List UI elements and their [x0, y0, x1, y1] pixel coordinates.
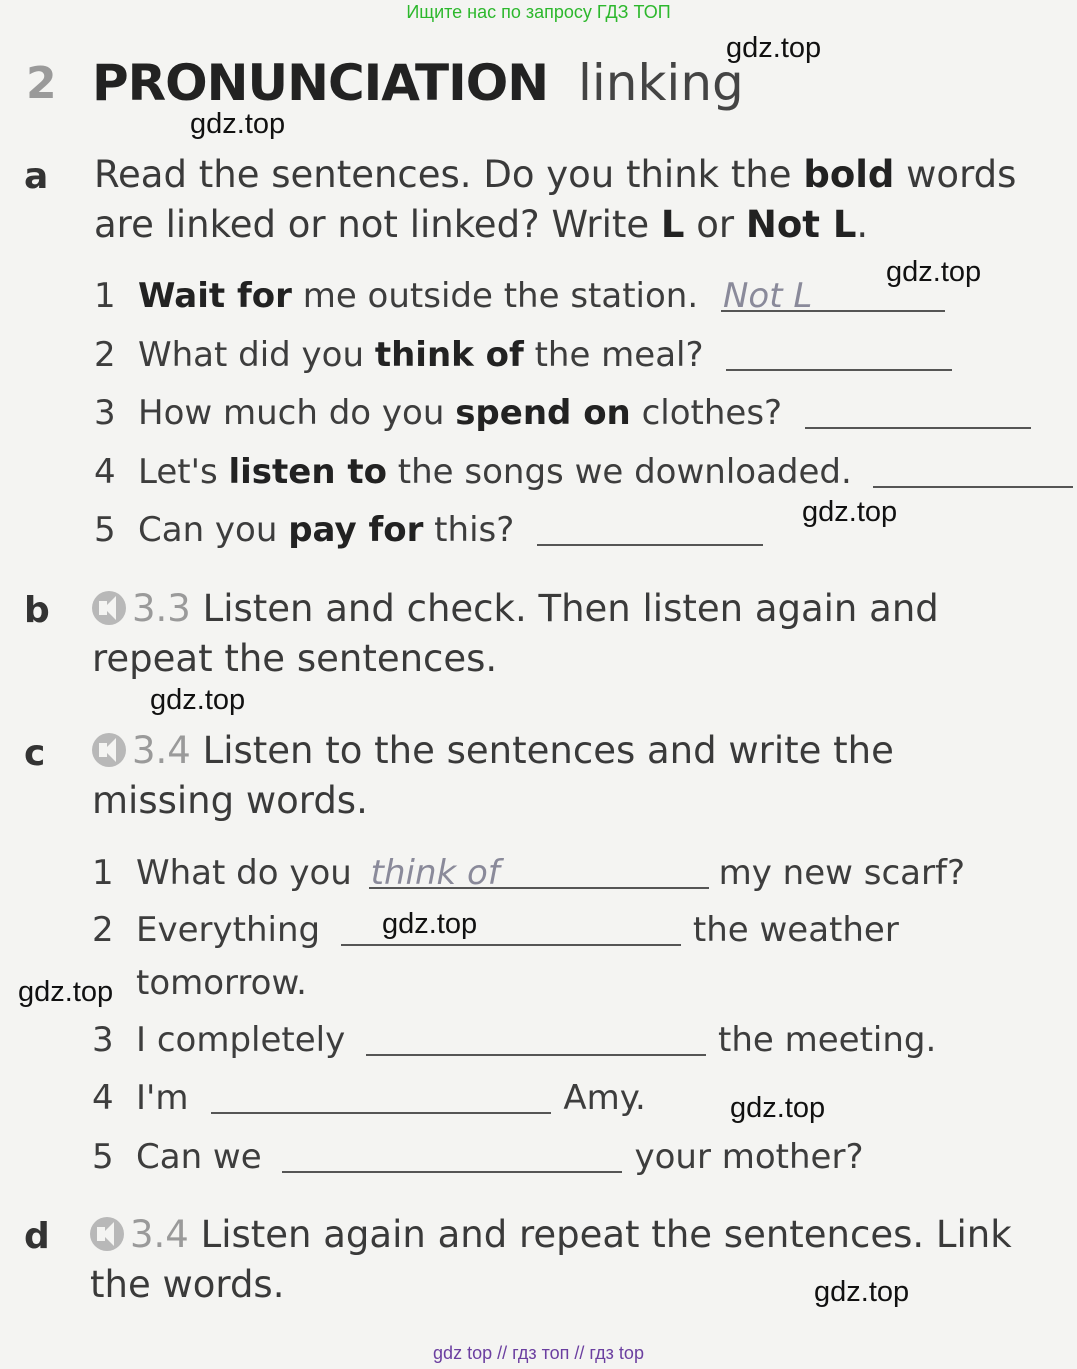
watermark: gdz.top	[886, 256, 982, 288]
footer: gdz top // гдз топ // гдз top	[433, 1343, 644, 1363]
list-item: 5 Can you pay for this?	[94, 510, 763, 550]
answer-blank[interactable]	[726, 335, 952, 371]
section-letter-c: c	[24, 733, 46, 774]
instruction-line-2: missing words.	[92, 779, 368, 822]
watermark: gdz.top	[814, 1276, 910, 1308]
watermark: gdz.top	[382, 908, 478, 940]
instruction-line-1: 3.4 Listen again and repeat the sentences. Link	[90, 1210, 1012, 1260]
instruction-line-1: Read the sentences. Do you think the bold words	[94, 153, 1017, 196]
list-item: 3 I completely the meeting.	[92, 1020, 937, 1060]
list-item: 4 I'm Amy.	[92, 1078, 646, 1118]
answer-blank[interactable]: think of	[369, 853, 709, 889]
answer-blank[interactable]: Not L	[721, 276, 945, 312]
section-letter-b: b	[24, 590, 50, 631]
watermark: gdz.top	[150, 684, 246, 716]
section-letter-a: a	[24, 156, 49, 197]
instruction-line-2: the words.	[90, 1263, 285, 1306]
audio-icon[interactable]	[90, 1217, 124, 1251]
answer-blank[interactable]	[805, 393, 1031, 429]
list-item: 4 Let's listen to the songs we downloaded.	[94, 452, 1073, 492]
watermark: gdz.top	[18, 976, 114, 1008]
top-banner: Ищите нас по запросу ГДЗ ТОП	[406, 2, 671, 22]
audio-icon[interactable]	[92, 733, 126, 767]
answer-blank[interactable]	[282, 1137, 622, 1173]
answer-blank[interactable]	[873, 452, 1073, 488]
answer-blank[interactable]	[366, 1020, 706, 1056]
section-b-instructions	[92, 584, 939, 684]
answer-blank[interactable]	[211, 1078, 551, 1114]
section-d-instructions	[90, 1210, 1012, 1310]
answer-blank[interactable]	[537, 510, 763, 546]
instruction-line-1: 3.4 Listen to the sentences and write the	[92, 726, 894, 776]
list-item: 3 How much do you spend on clothes?	[94, 393, 1031, 433]
instruction-line-1: 3.3 Listen and check. Then listen again and	[92, 584, 939, 634]
section-c-instructions	[92, 726, 894, 826]
watermark: gdz.top	[802, 496, 898, 528]
instruction-line-2: are linked or not linked? Write L or Not L.	[94, 203, 869, 246]
instruction-line-2: repeat the sentences.	[92, 637, 498, 680]
section-letter-d: d	[24, 1216, 50, 1257]
list-item: 2 Everything the weather	[92, 910, 899, 950]
answer-blank[interactable]	[341, 910, 681, 946]
watermark: gdz.top	[730, 1092, 826, 1124]
watermark: gdz.top	[190, 108, 286, 140]
list-item: 5 Can we your mother?	[92, 1137, 864, 1177]
list-item: 2 What did you think of the meal?	[94, 335, 952, 375]
list-item: 1 Wait for me outside the station. Not L	[94, 276, 945, 316]
page-title: PRONUNCIATION	[92, 54, 549, 112]
audio-icon[interactable]	[92, 591, 126, 625]
list-item: 1 What do you think of my new scarf?	[92, 853, 965, 893]
list-item-continuation: tomorrow.	[136, 963, 307, 1003]
exercise-number: 2	[26, 58, 57, 109]
section-a-instructions	[94, 150, 1016, 250]
watermark: gdz.top	[726, 32, 822, 64]
page-subtitle: linking	[578, 54, 744, 112]
